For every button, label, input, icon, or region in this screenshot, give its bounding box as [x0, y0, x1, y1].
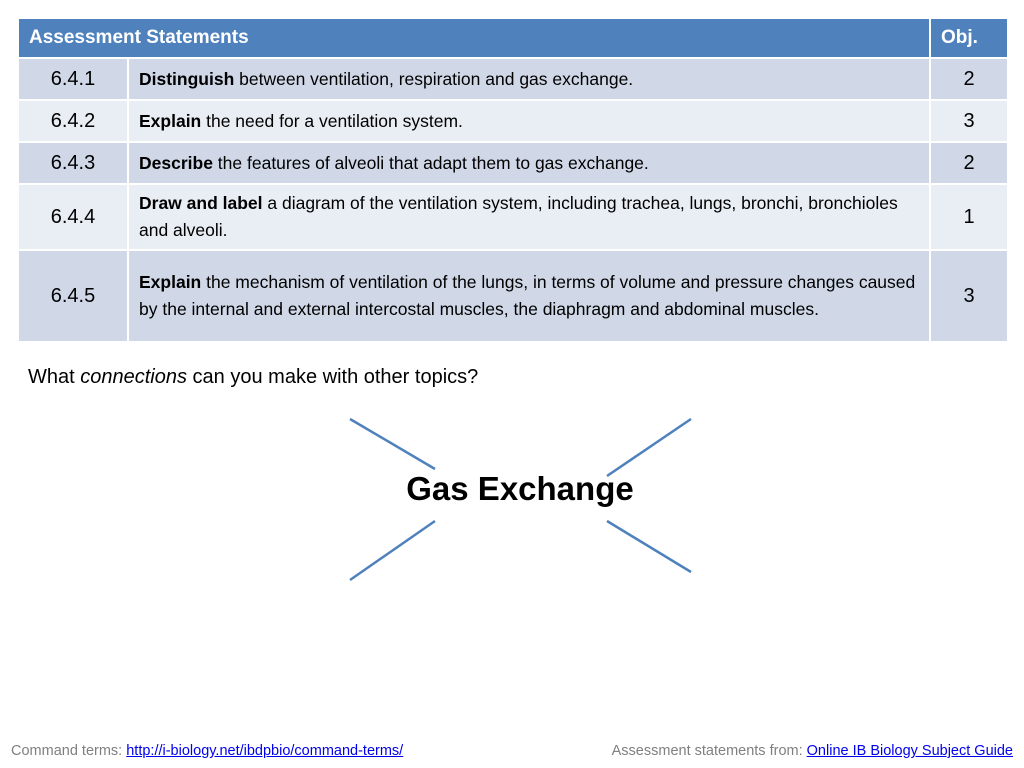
- objective-level: 1: [930, 184, 1008, 250]
- statement-code: 6.4.3: [18, 142, 128, 184]
- statement-body: the features of alveoli that adapt them to gas exchange.: [212, 152, 649, 173]
- header-assessment-statements: Assessment Statements: [18, 18, 930, 58]
- connector-top-left: [350, 419, 435, 469]
- objective-level: 3: [930, 100, 1008, 142]
- subject-guide-link[interactable]: Online IB Biology Subject Guide: [806, 743, 1013, 759]
- statement-code: 6.4.4: [18, 184, 128, 250]
- question-after: can you make with other topics?: [187, 366, 479, 388]
- question-emphasis: connections: [80, 366, 187, 388]
- footer-right-label: Assessment statements from:: [611, 743, 807, 759]
- command-term: Distinguish: [139, 68, 235, 89]
- footer-left-label: Command terms:: [11, 743, 127, 759]
- footer-command-terms: [11, 743, 403, 759]
- statement-body: the mechanism of ventilation of the lungs, in terms of volume and pressure changes caused by the internal and external intercostal muscles, the diaphragm and abdominal muscles.: [139, 272, 916, 319]
- statement-body: between ventilation, respiration and gas exchange.: [234, 68, 634, 89]
- statement-code: 6.4.5: [18, 250, 128, 342]
- command-term: Describe: [139, 152, 213, 173]
- statement-body: the need for a ventilation system.: [201, 110, 463, 131]
- question-before: What: [28, 366, 81, 388]
- command-term: Explain: [139, 110, 202, 131]
- objective-level: 2: [930, 142, 1008, 184]
- statement-code: 6.4.2: [18, 100, 128, 142]
- connector-bottom-left: [350, 521, 435, 580]
- mind-map-center-title: Gas Exchange: [406, 470, 634, 507]
- connector-bottom-right: [607, 521, 691, 572]
- connector-top-right: [607, 419, 691, 476]
- command-term: Draw and label: [139, 193, 263, 213]
- objective-level: 2: [930, 58, 1008, 100]
- command-terms-link[interactable]: http://i-biology.net/ibdpbio/command-terms/: [126, 743, 404, 759]
- footer-assessment-source: [612, 743, 1013, 759]
- header-obj: Obj.: [930, 18, 1008, 58]
- objective-level: 3: [930, 250, 1008, 342]
- statement-code: 6.4.1: [18, 58, 128, 100]
- command-term: Explain: [139, 272, 202, 292]
- statement-body: a diagram of the ventilation system, including trachea, lungs, bronchi, bronchioles and alveoli.: [139, 193, 898, 240]
